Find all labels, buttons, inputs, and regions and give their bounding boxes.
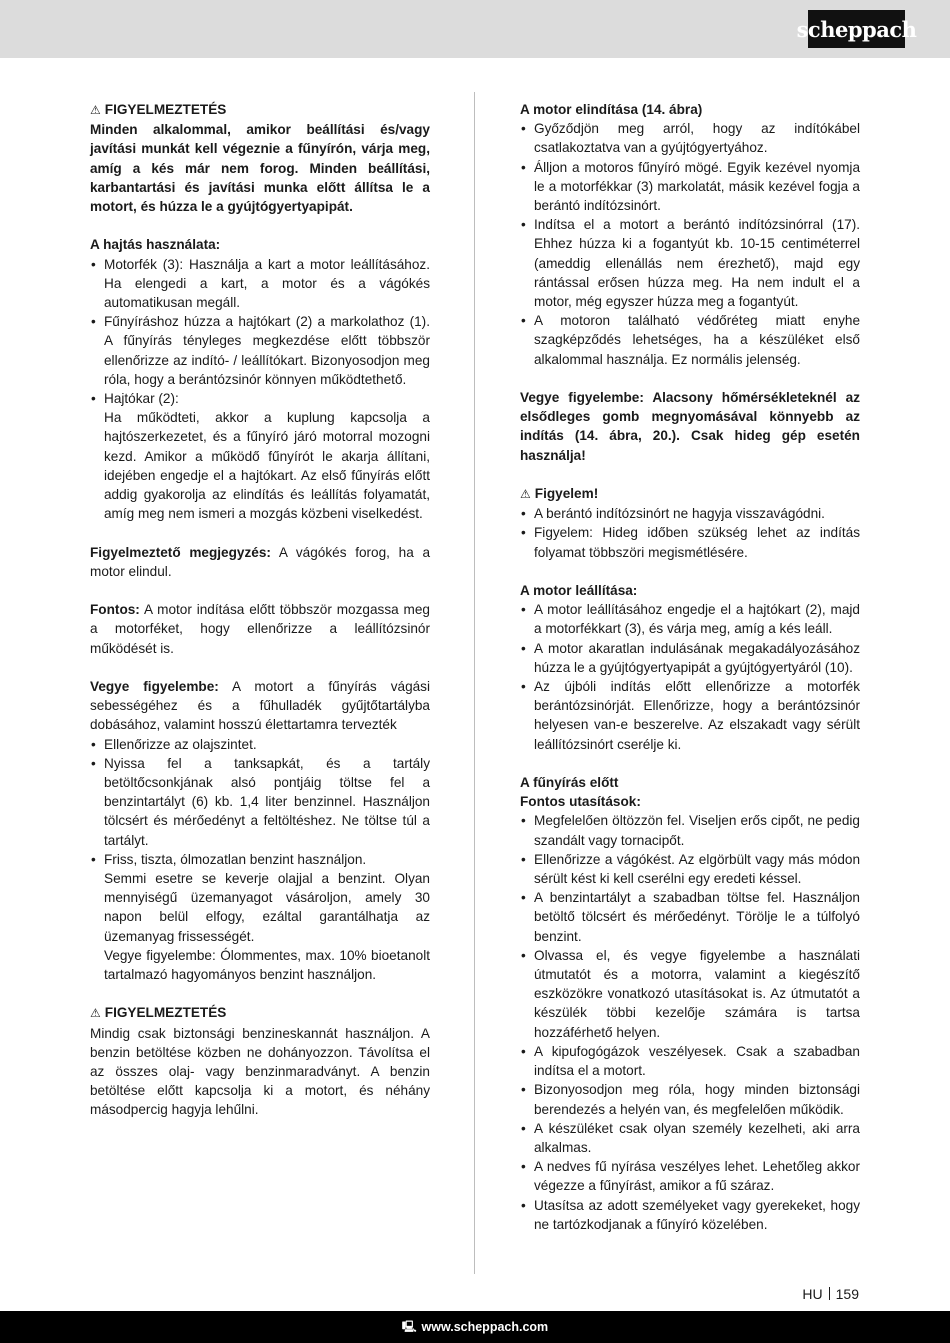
list-item: • Friss, tiszta, ólmozatlan benzint használjon. [90, 850, 430, 869]
before-list [520, 811, 860, 1233]
warning-heading: ⚠ FIGYELMEZTETÉS [90, 100, 430, 120]
left-column [90, 100, 430, 1120]
important-note: Fontos: A motor indítása előtt többször mozgassa meg a motorféket, hogy ellenőrizze a leállítózsinór működését is. [90, 602, 430, 656]
attention-list [520, 504, 860, 562]
list-item: • Fűnyíráshoz húzza a hajtókart (2) a markolathoz (1). A fűnyírás tényleges megkezdése előtt többször ellenőrizze az indító- / leállítókart. Bizonyosodjon meg róla, hogy a berántózsinór könnyen működtethető. [90, 312, 430, 389]
warning-triangle-icon: ⚠ [90, 103, 101, 117]
list-item: • Hajtókar (2): [90, 389, 430, 408]
header-bar [0, 0, 950, 58]
warning-note: Figyelmeztető megjegyzés: A vágókés forog, ha a motor elindul. [90, 544, 431, 579]
section-title-before: A fűnyírás előtt [520, 775, 619, 791]
list-item: • A motoron található védőréteg miatt enyhe szagképződés lehetséges, ha a készüléket első alkalommal használja. Ez normális jelenség. [520, 311, 860, 369]
list-item: • Motorfék (3): Használja a kart a motor leállításához. Ha elengedi a kart, a motor és a vágókés automatikusan megáll. [90, 255, 430, 313]
page-number-value: 159 [835, 1286, 859, 1302]
warning-heading: ⚠ FIGYELMEZTETÉS [90, 1003, 430, 1023]
list-item: • A motor leállításához engedje el a hajtókart (2), majd a motorfékkart (3), és várja meg, amíg a kés leáll. [520, 600, 860, 638]
warning-triangle-icon: ⚠ [90, 1006, 101, 1021]
monitor-icon: 🖳 [401, 1320, 417, 1333]
list-item: • Az újbóli indítás előtt ellenőrizze a motorfék berántózsinórját. Ellenőrizze, hogy a berántózsinór helyesen van-e beszerelve. Az elszakadt vagy sérült leállítózsinórt cserélje ki. [520, 677, 860, 754]
list-item: • Olvassa el, és vegye figyelembe a használati útmutatót és a motorra, valamint a kiegészítő eszközökre vonatkozó utasításokat is. Az útmutatót a készülék többi kezelője számára is tartsa hozzáférhető helyen. [520, 946, 860, 1042]
column-divider [474, 92, 475, 1274]
list-item: • A készüléket csak olyan személy kezelheti, aki arra alkalmas. [520, 1119, 860, 1157]
list-item: • Figyelem: Hideg időben szükség lehet az indítás folyamat többszöri megismétlésére. [520, 523, 860, 561]
right-column [520, 100, 860, 1234]
section-title-stop: A motor leállítása: [520, 583, 638, 599]
list-item: • A benzintartályt a szabadban töltse fel. Használjon betöltő tölcsért és mérőedényt. Törölje le a túlfolyó benzint. [520, 888, 860, 946]
drive-list [90, 255, 430, 409]
section-title-start: A motor elindítása (14. ábra) [520, 102, 703, 117]
list-item: • A motor akaratlan indulásának megakadályozásához húzza le a gyújtógyertyapipát a gyújtógyertyáról (10). [520, 639, 860, 677]
stop-list [520, 600, 860, 754]
list-item: • Győződjön meg arról, hogy az indítókábel csatlakoztatva van a gyújtógyertyához. [520, 119, 860, 157]
warning-triangle-icon: ⚠ [520, 487, 531, 502]
list-item: • Ellenőrizze a vágókést. Az elgörbült vagy más módon sérült kést ki kell cserélni egy eredeti késsel. [520, 850, 860, 888]
list-item-continuation: Semmi esetre se keverje olajjal a benzint. Olyan mennyiségű üzemanyagot vásároljon, amely 30 napon belül elfogy, ezáltal garantálhatja az üzemanyag frissességét. [104, 871, 430, 944]
list-item: • Bizonyosodjon meg róla, hogy minden biztonsági berendezés a helyén van, és megfelelően működik. [520, 1080, 860, 1118]
start-list [520, 119, 860, 369]
list-item: • Indítsa el a motort a berántó indítózsinórral (17). Ehhez húzza ki a fogantyút kb. 10-15 centiméterrel (ameddig ellenállás nem érezhető), majd egy rántással erősen húzza meg. Ha nem indult el a motor, még egyszer húzza meg a fogantyút. [520, 215, 860, 311]
separator [829, 1287, 830, 1300]
list-item: • Utasítsa az adott személyeket vagy gyerekeket, hogy ne tartózkodjanak a fűnyíró közelében. [520, 1196, 860, 1234]
cold-start-note: Vegye figyelembe: Alacsony hőmérsékleteknél az elsődleges gomb megnyomásával könnyebb az indítás (14. ábra, 20.). Csak hideg gép esetén használja! [520, 390, 860, 463]
section-title-drive: A hajtás használata: [90, 237, 221, 253]
consider-note: Vegye figyelembe: A motort a fűnyírás vágási sebességéhez és a fűhulladék gyűjtőtartályba dobásához, valamint hosszú élettartamra tervezték [90, 679, 431, 733]
fuel-list [90, 735, 430, 869]
footer-url[interactable]: www.scheppach.com [421, 1320, 549, 1334]
page-number [802, 1286, 859, 1302]
list-item: • Nyissa fel a tanksapkát, és a tartály betöltőcsonkjának alsó pontjáig töltse fel a benzintartályt (6) kb. 1,4 liter benzinnel. Használjon tölcsért és mérőedényt a feltöltéshez. Ne töltse túl a tartályt. [90, 754, 430, 850]
list-item: • A nedves fű nyírása veszélyes lehet. Lehetőleg akkor végezze a fűnyírást, amikor a fű száraz. [520, 1157, 860, 1195]
warning-text: Mindig csak biztonsági benzineskannát használjon. A benzin betöltése közben ne dohányozzon. Távolítsa el az összes olaj- vagy benzinmaradványt. A benzin betöltése előtt kapcsolja ki a motort, és néhány másodpercig hagyja lehűlni. [90, 1025, 430, 1118]
list-item: • A berántó indítózsinórt ne hagyja visszavágódni. [520, 504, 860, 523]
list-item: • Álljon a motoros fűnyíró mögé. Egyik kezével nyomja le a motorfékkar (3) markolatát, másik kezével fogja a berántó indítózsinórt. [520, 158, 860, 216]
language-code: HU [802, 1286, 823, 1302]
section-subtitle: Fontos utasítások: [520, 794, 641, 810]
list-item: • Megfelelően öltözzön fel. Viseljen erős cipőt, ne pedig szandált vagy tornacipőt. [520, 811, 860, 849]
warning-text: Minden alkalommal, amikor beállítási és/vagy javítási munkát kell végeznie a fűnyírón, várja meg, amíg a kés már nem forog. Minden beállítási, karbantartási és javítási munka előtt állítsa le a motort, és húzza le a gyújtógyertyapipát. [90, 122, 430, 215]
brand-logo: scheppach [808, 10, 905, 48]
list-item-continuation: Vegye figyelembe: Ólommentes, max. 10% bioetanolt tartalmazó hagyományos benzint használjon. [104, 947, 430, 983]
list-item: • A kipufogógázok veszélyesek. Csak a szabadban indítsa el a motort. [520, 1042, 860, 1080]
list-item-continuation: Ha működteti, akkor a kuplung kapcsolja a hajtószerkezetet, és a fűnyíró járó motorral mozogni kezd. Amikor a működő fűnyírót le akarja állítani, idejében engedje el a hajtókart. Az első fűnyírás előtt addig gyakorolja az elindítás és leállítás folyamatát, amíg meg nem ismeri a mozgás közbeni viselkedést. [104, 410, 430, 522]
list-item: • Ellenőrizze az olajszintet. [90, 735, 430, 754]
attention-heading: ⚠ Figyelem! [520, 484, 860, 504]
footer-bar [0, 1311, 950, 1343]
